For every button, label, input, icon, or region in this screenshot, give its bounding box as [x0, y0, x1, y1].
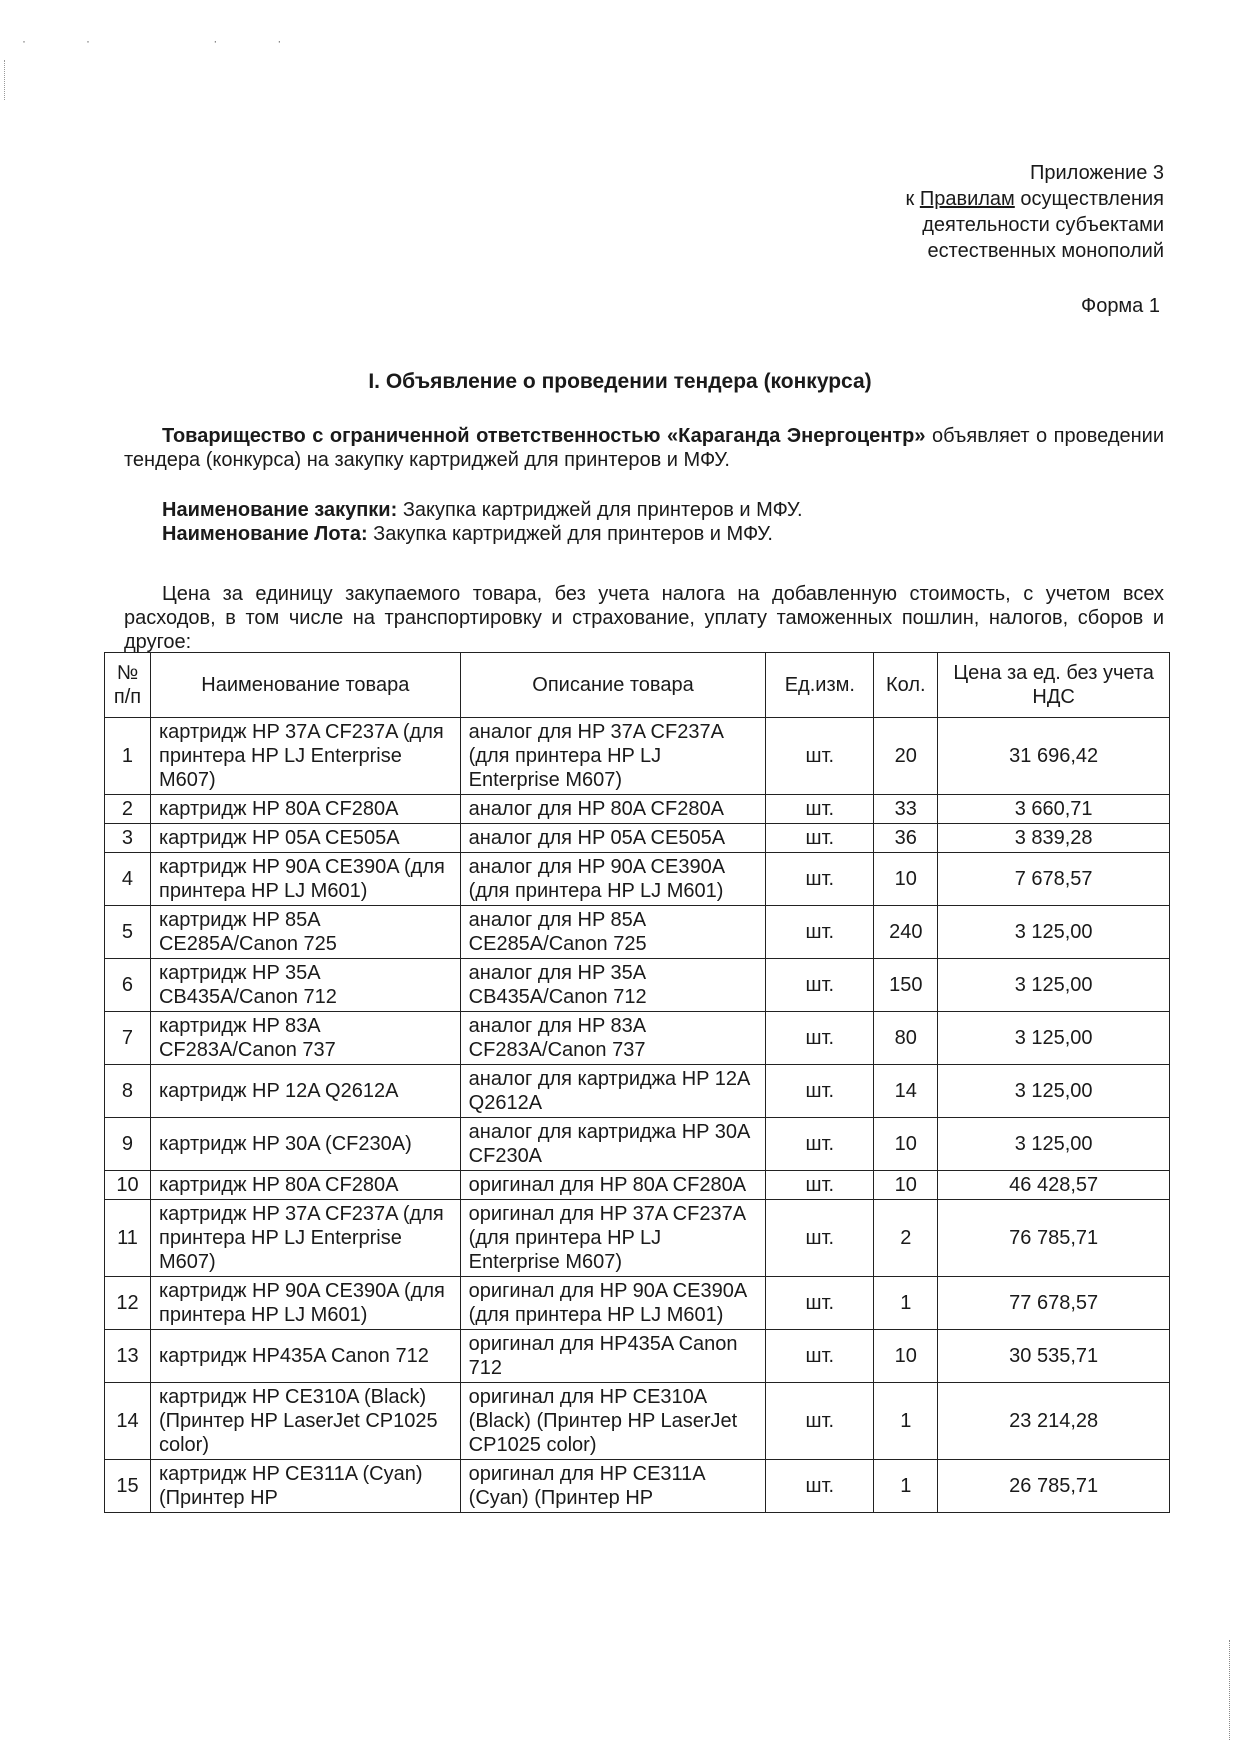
cell-price: 46 428,57	[938, 1171, 1170, 1200]
cell-unit: шт.	[766, 1330, 874, 1383]
cell-price: 3 660,71	[938, 795, 1170, 824]
lot-name-line: Наименование Лота: Закупка картриджей для принтеров и МФУ.	[162, 523, 773, 545]
cell-unit: шт.	[766, 1065, 874, 1118]
scan-edge-mark	[4, 60, 7, 100]
cell-description: оригинал для HP 37A CF237A (для принтера HP LJ Enterprise M607)	[460, 1200, 766, 1277]
cell-quantity: 10	[874, 853, 938, 906]
cell-number: 15	[105, 1460, 151, 1513]
header-unit: Ед.изм.	[766, 653, 874, 718]
cell-quantity: 150	[874, 959, 938, 1012]
cell-name: картридж HP CE310A (Black) (Принтер HP LaserJet CP1025 color)	[150, 1383, 460, 1460]
cell-price: 23 214,28	[938, 1383, 1170, 1460]
cell-description: аналог для HP 85A CE285A/Canon 725	[460, 906, 766, 959]
cell-number: 14	[105, 1383, 151, 1460]
table-row	[105, 1460, 1170, 1513]
cell-description: аналог для HP 90A CE390A (для принтера HP LJ M601)	[460, 853, 766, 906]
cell-description: оригинал для HP 90A CE390A (для принтера HP LJ M601)	[460, 1277, 766, 1330]
header-quantity: Кол.	[874, 653, 938, 718]
cell-number: 11	[105, 1200, 151, 1277]
price-note-paragraph	[124, 582, 1164, 654]
cell-name: картридж HP 90A CE390A (для принтера HP LJ M601)	[150, 853, 460, 906]
table-row	[105, 795, 1170, 824]
cell-unit: шт.	[766, 1118, 874, 1171]
cell-description: аналог для HP 05A CE505A	[460, 824, 766, 853]
cell-quantity: 10	[874, 1118, 938, 1171]
cell-quantity: 240	[874, 906, 938, 959]
procurement-name-line: Наименование закупки: Закупка картриджей для принтеров и МФУ.	[162, 499, 803, 521]
cell-number: 9	[105, 1118, 151, 1171]
cell-name: картридж HP 37A CF237A (для принтера HP LJ Enterprise M607)	[150, 1200, 460, 1277]
cell-number: 13	[105, 1330, 151, 1383]
table-row	[105, 1200, 1170, 1277]
form-label: Форма 1	[1080, 295, 1160, 317]
cell-description: оригинал для HP435A Canon 712	[460, 1330, 766, 1383]
table-row	[105, 1171, 1170, 1200]
cell-unit: шт.	[766, 853, 874, 906]
cell-name: картридж HP CE311A (Cyan) (Принтер HP	[150, 1460, 460, 1513]
cell-quantity: 2	[874, 1200, 938, 1277]
table-row	[105, 718, 1170, 795]
cell-number: 4	[105, 853, 151, 906]
cell-description: аналог для картриджа HP 12A Q2612A	[460, 1065, 766, 1118]
cell-number: 12	[105, 1277, 151, 1330]
table-row	[105, 1012, 1170, 1065]
cell-name: картридж HP 83A CF283A/Canon 737	[150, 1012, 460, 1065]
cell-name: картридж HP435A Canon 712	[150, 1330, 460, 1383]
cell-quantity: 36	[874, 824, 938, 853]
cell-quantity: 1	[874, 1277, 938, 1330]
cell-quantity: 20	[874, 718, 938, 795]
intro-paragraph	[124, 424, 1164, 472]
appendix-block	[906, 160, 1164, 264]
cell-price: 3 125,00	[938, 1118, 1170, 1171]
cell-description: аналог для HP 83A CF283A/Canon 737	[460, 1012, 766, 1065]
header-name: Наименование товара	[150, 653, 460, 718]
cell-name: картридж HP 35A CB435A/Canon 712	[150, 959, 460, 1012]
table-row	[105, 1330, 1170, 1383]
table-row	[105, 906, 1170, 959]
table-row	[105, 1118, 1170, 1171]
intro-text: объявляет о проведении тендера (конкурса) на закупку картриджей для принтеров и МФУ.	[124, 425, 1164, 471]
table-row	[105, 959, 1170, 1012]
cell-quantity: 33	[874, 795, 938, 824]
cell-price: 3 125,00	[938, 959, 1170, 1012]
cell-unit: шт.	[766, 906, 874, 959]
cell-price: 30 535,71	[938, 1330, 1170, 1383]
header-price: Цена за ед. без учета НДС	[938, 653, 1170, 718]
cell-description: аналог для HP 37A CF237A (для принтера HP LJ Enterprise M607)	[460, 718, 766, 795]
cell-price: 3 125,00	[938, 906, 1170, 959]
appendix-line-1: Приложение 3	[1030, 162, 1164, 184]
cell-unit: шт.	[766, 1460, 874, 1513]
header-number: № п/п	[105, 653, 151, 718]
price-note-text: Цена за единицу закупаемого товара, без учета налога на добавленную стоимость, с учетом всех расходов, в том числе на транспортировку и страхование, уплату таможенных пошлин, налогов, сборов и другое:	[124, 583, 1164, 653]
cell-unit: шт.	[766, 824, 874, 853]
cell-description: аналог для HP 35A CB435A/Canon 712	[460, 959, 766, 1012]
cell-description: аналог для HP 80A CF280A	[460, 795, 766, 824]
items-table	[104, 652, 1170, 1513]
procurement-names	[162, 498, 1162, 546]
appendix-line-3: деятельности субъектами	[922, 214, 1164, 236]
cell-unit: шт.	[766, 1383, 874, 1460]
cell-number: 5	[105, 906, 151, 959]
cell-quantity: 14	[874, 1065, 938, 1118]
cell-unit: шт.	[766, 1171, 874, 1200]
cell-price: 7 678,57	[938, 853, 1170, 906]
cell-number: 1	[105, 718, 151, 795]
cell-number: 8	[105, 1065, 151, 1118]
cell-quantity: 10	[874, 1330, 938, 1383]
cell-quantity: 1	[874, 1383, 938, 1460]
table-row	[105, 824, 1170, 853]
cell-price: 3 125,00	[938, 1012, 1170, 1065]
company-name: Товарищество с ограниченной ответственностью «Караганда Энергоцентр»	[162, 425, 926, 447]
cell-unit: шт.	[766, 1200, 874, 1277]
cell-price: 26 785,71	[938, 1460, 1170, 1513]
page-title: I. Объявление о проведении тендера (конкурса)	[368, 370, 872, 393]
cell-price: 76 785,71	[938, 1200, 1170, 1277]
cell-name: картридж HP 90A CE390A (для принтера HP LJ M601)	[150, 1277, 460, 1330]
appendix-line-2: к Правилам осуществления	[905, 188, 1164, 210]
table-header-row	[105, 653, 1170, 718]
cell-unit: шт.	[766, 795, 874, 824]
header-description: Описание товара	[460, 653, 766, 718]
scan-edge-mark-right	[1229, 1640, 1232, 1740]
cell-number: 3	[105, 824, 151, 853]
cell-description: оригинал для HP CE311A (Cyan) (Принтер HP	[460, 1460, 766, 1513]
rules-link: Правилам	[919, 188, 1015, 210]
cell-price: 31 696,42	[938, 718, 1170, 795]
cell-name: картридж HP 37A CF237A (для принтера HP LJ Enterprise M607)	[150, 718, 460, 795]
table-row	[105, 1277, 1170, 1330]
cell-description: оригинал для HP CE310A (Black) (Принтер HP LaserJet CP1025 color)	[460, 1383, 766, 1460]
cell-name: картридж HP 30A (CF230A)	[150, 1118, 460, 1171]
cell-description: аналог для картриджа HP 30A CF230A	[460, 1118, 766, 1171]
cell-name: картридж HP 05A CE505A	[150, 824, 460, 853]
scan-marks: ·· ··	[22, 34, 342, 48]
cell-description: оригинал для HP 80A CF280A	[460, 1171, 766, 1200]
table-row	[105, 1383, 1170, 1460]
cell-price: 77 678,57	[938, 1277, 1170, 1330]
cell-quantity: 10	[874, 1171, 938, 1200]
cell-name: картридж HP 80A CF280A	[150, 795, 460, 824]
cell-unit: шт.	[766, 1012, 874, 1065]
cell-number: 10	[105, 1171, 151, 1200]
table-row	[105, 853, 1170, 906]
cell-name: картридж HP 85A CE285A/Canon 725	[150, 906, 460, 959]
cell-name: картридж HP 12A Q2612A	[150, 1065, 460, 1118]
cell-price: 3 125,00	[938, 1065, 1170, 1118]
cell-unit: шт.	[766, 959, 874, 1012]
cell-number: 6	[105, 959, 151, 1012]
table-row	[105, 1065, 1170, 1118]
cell-unit: шт.	[766, 718, 874, 795]
cell-price: 3 839,28	[938, 824, 1170, 853]
cell-quantity: 1	[874, 1460, 938, 1513]
cell-name: картридж HP 80A CF280A	[150, 1171, 460, 1200]
cell-quantity: 80	[874, 1012, 938, 1065]
cell-number: 7	[105, 1012, 151, 1065]
appendix-line-4: естественных монополий	[927, 240, 1164, 262]
cell-number: 2	[105, 795, 151, 824]
cell-unit: шт.	[766, 1277, 874, 1330]
